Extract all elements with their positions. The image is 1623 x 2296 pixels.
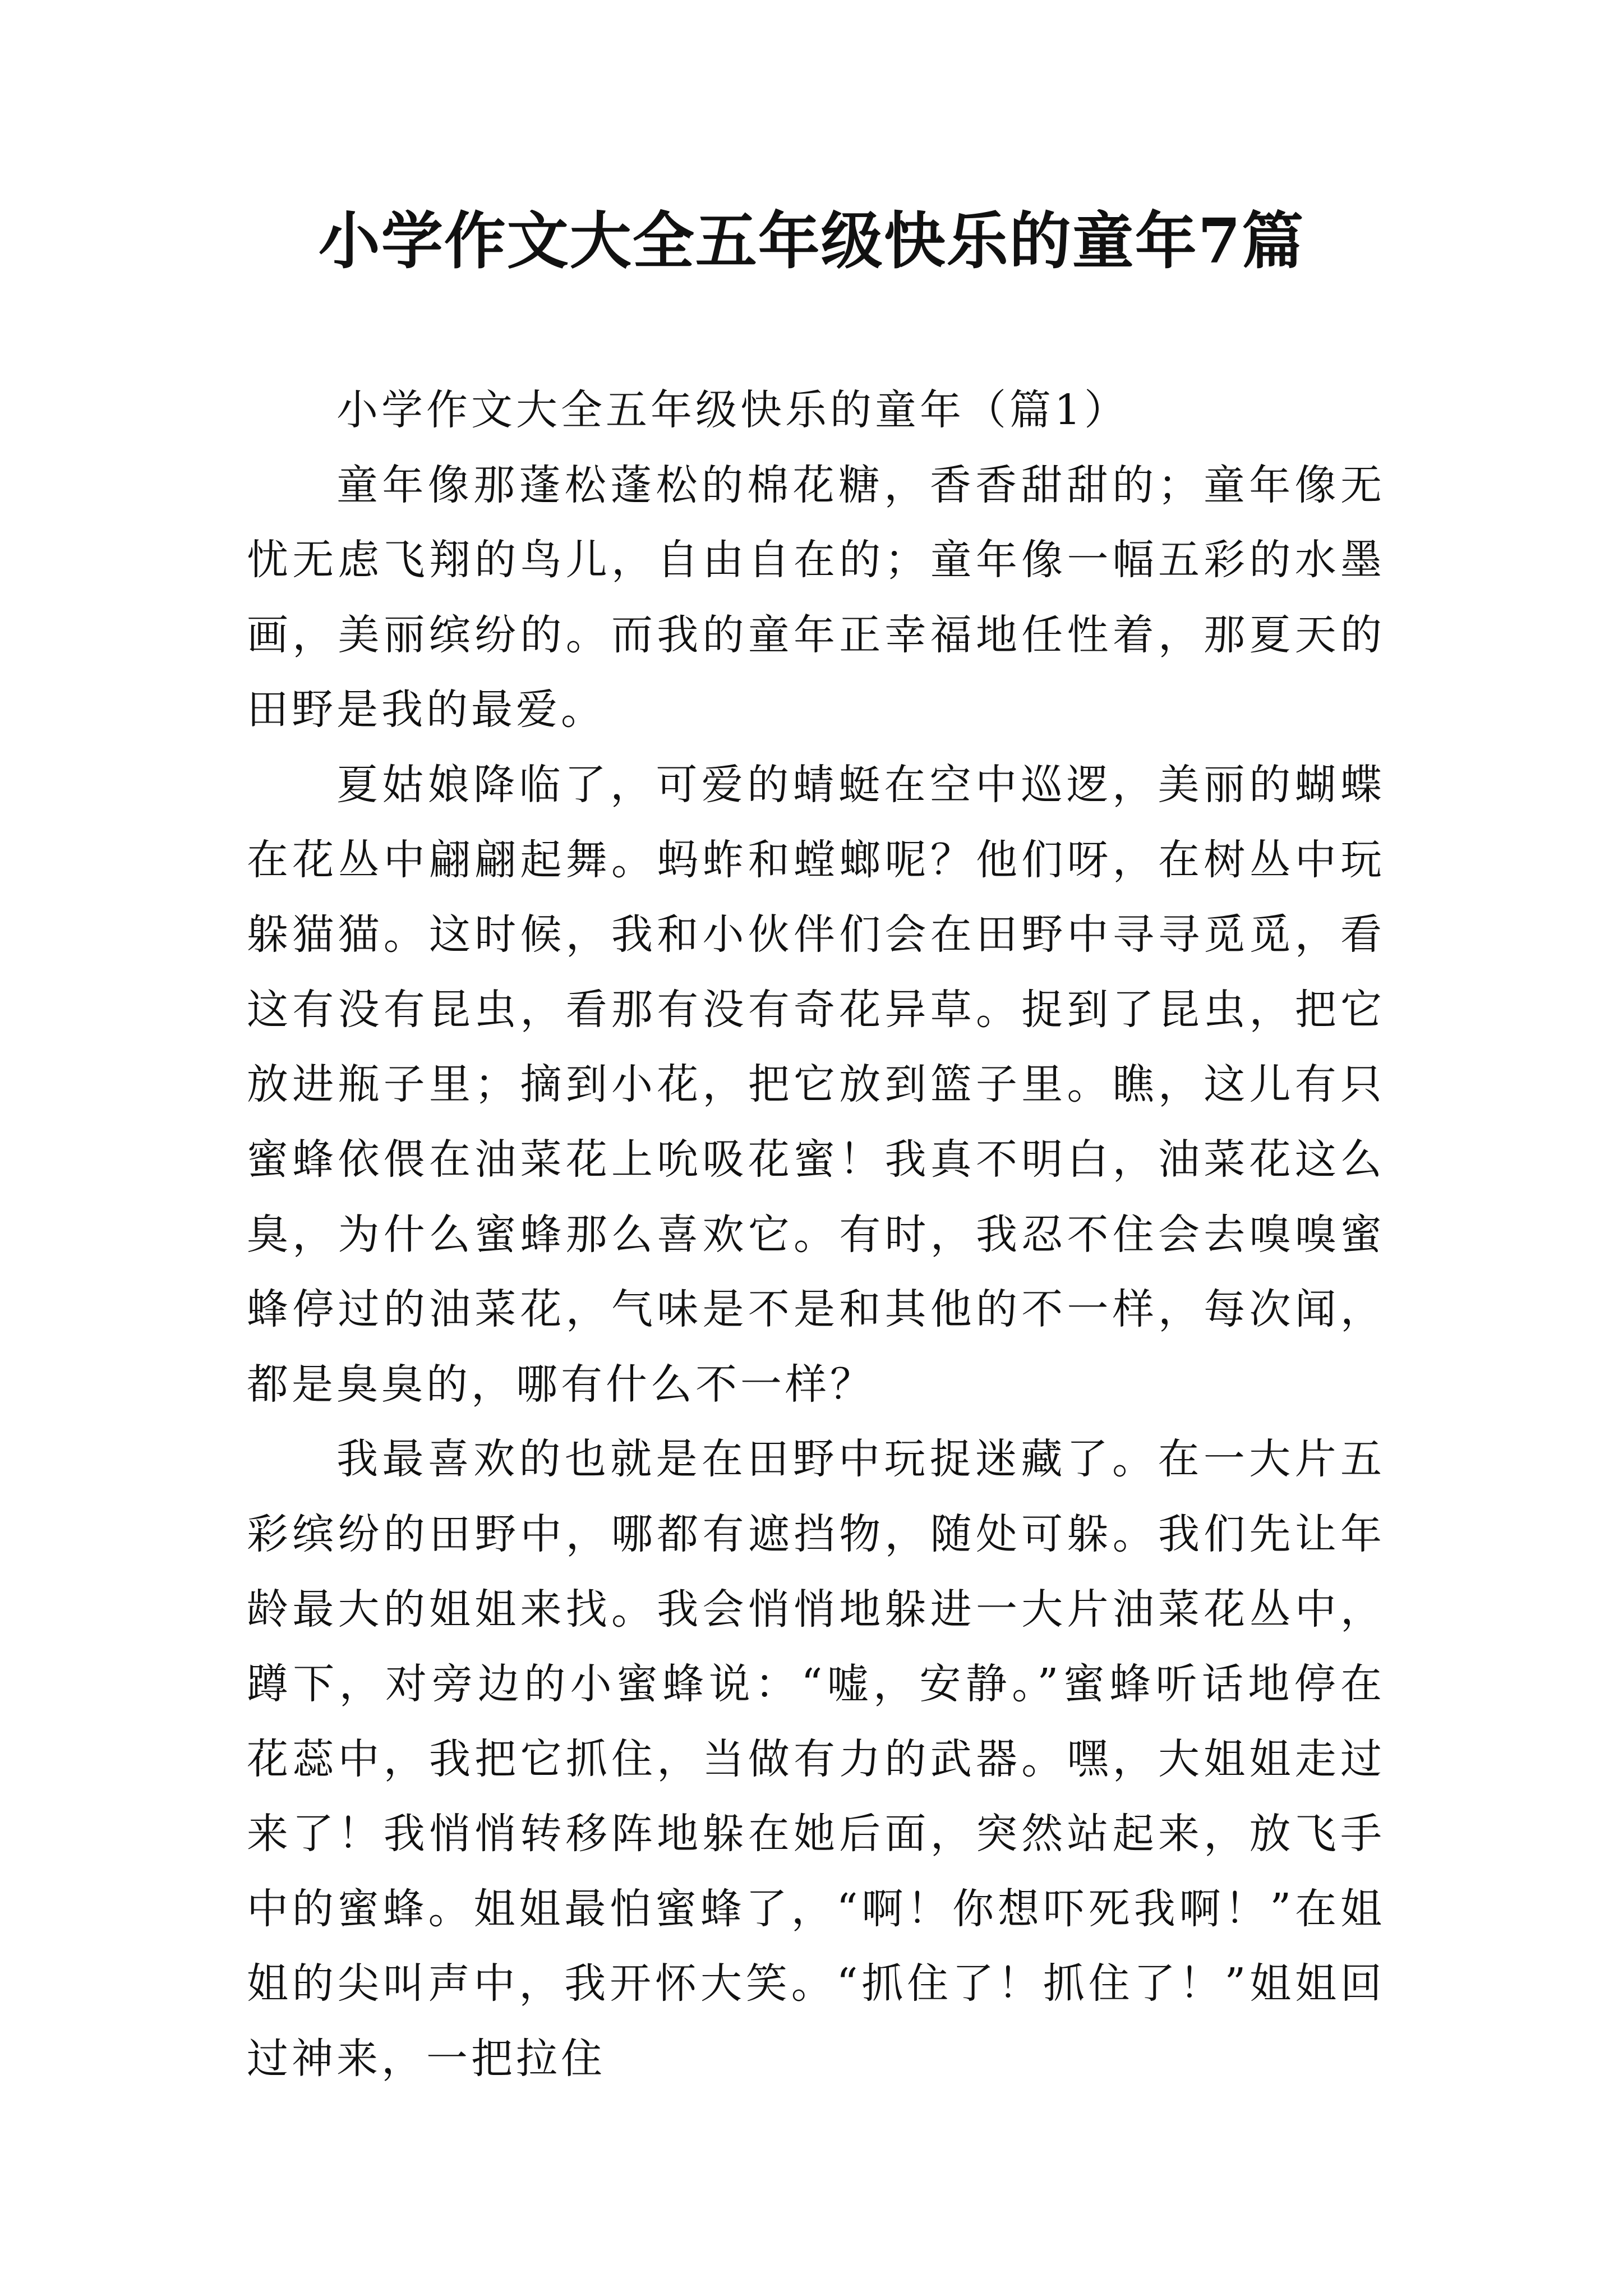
paragraph: 我最喜欢的也就是在田野中玩捉迷藏了。在一大片五彩缤纷的田野中，哪都有遮挡物，随处可躲。我们先让年龄最大的姐姐来找。我会悄悄地躲进一大片油菜花丛中，蹲下，对旁边的小蜜蜂说：“嘘，安静。”蜜蜂听话地停在花蕊中，我把它抓住，当做有力的武器。嘿，大姐姐走过来了！我悄悄转移阵地躲在她后面，突然站起来，放飞手中的蜜蜂。姐姐最怕蜜蜂了，“啊！你想吓死我啊！”在姐姐的尖叫声中，我开怀大笑。“抓住了！抓住了！”姐姐回过神来，一把拉住 bbox=[247, 1435, 1385, 2083]
document-title: 小学作文大全五年级快乐的童年7篇 bbox=[318, 205, 1305, 277]
paragraph: 夏姑娘降临了，可爱的蜻蜓在空中巡逻，美丽的蝴蝶在花丛中翩翩起舞。蚂蚱和螳螂呢？他们呀，在树丛中玩躲猫猫。这时候，我和小伙伴们会在田野中寻寻觅觅，看这有没有昆虫，看那有没有奇花异草。捉到了昆虫，把它放进瓶子里；摘到小花，把它放到篮子里。瞧，这儿有只蜜蜂依偎在油菜花上吮吸花蜜！我真不明白，油菜花这么臭，为什么蜜蜂那么喜欢它。有时，我忍不住会去嗅嗅蜜蜂停过的油菜花，气味是不是和其他的不一样，每次闻，都是臭臭的，哪有什么不一样？ bbox=[247, 760, 1385, 1409]
paragraph: 童年像那蓬松蓬松的棉花糖，香香甜甜的；童年像无忧无虑飞翔的鸟儿，自由自在的；童年像一幅五彩的水墨画，美丽缤纷的。而我的童年正幸福地任性着，那夏天的田野是我的最爱。 bbox=[247, 461, 1385, 734]
section-heading: 小学作文大全五年级快乐的童年（篇1） bbox=[336, 386, 1129, 434]
document-body bbox=[247, 373, 1385, 2097]
